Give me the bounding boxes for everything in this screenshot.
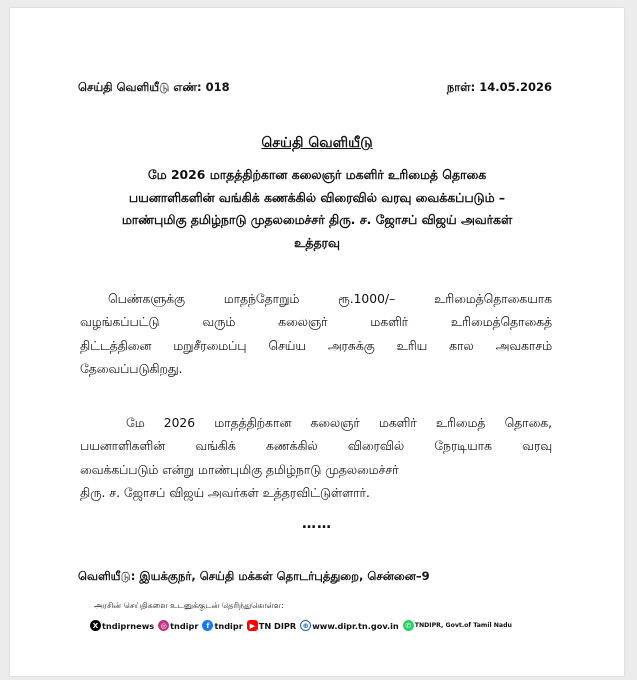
press-release-page — [10, 8, 624, 676]
paragraph-line: வழங்கப்பட்டு வரும் கலைஞர் மகளிர் உரிமைத்தொகைத் — [80, 315, 552, 330]
facebook-icon: f — [202, 620, 213, 631]
paragraph-1 — [80, 288, 552, 381]
social-web[interactable] — [300, 620, 399, 631]
instagram-icon: ◎ — [158, 620, 169, 631]
social-whatsapp[interactable] — [403, 620, 512, 631]
subject-line: பயனாளிகளின் வங்கிக் கணக்கில் விரைவில் வரவு வைக்கப்படும் – — [128, 189, 506, 205]
social-whatsapp-label: TNDIPR, Govt.of Tamil Nadu — [414, 622, 512, 629]
social-x[interactable] — [90, 620, 154, 631]
social-youtube-label: TN DIPR — [258, 620, 297, 631]
social-web-label: www.dipr.tn.gov.in — [312, 620, 399, 631]
youtube-icon: ▶ — [247, 620, 258, 631]
subject-line: உத்தரவு — [294, 234, 340, 250]
paragraph-line: திட்டத்தினை மறுசீரமைப்பு செய்ய அரசுக்கு உரிய கால அவகாசம் — [80, 338, 552, 353]
paragraph-line: பயனாளிகளின் வங்கிக் கணக்கில் விரைவில் நேரடியாக வரவு — [80, 439, 552, 454]
paragraph-line: தேவைப்படுகிறது. — [80, 361, 183, 376]
subject-heading — [74, 164, 560, 254]
paragraph-line: மே 2026 மாதத்திற்கான கலைஞர் மகளிர் உரிமைத் தொகை, — [126, 416, 552, 430]
release-date: நாள்: 14.05.2026 — [446, 80, 552, 94]
social-youtube[interactable] — [247, 620, 296, 631]
social-x-label: tndiprnews — [102, 620, 155, 631]
social-links — [90, 620, 512, 631]
x-icon: X — [90, 620, 101, 631]
social-facebook[interactable] — [202, 620, 242, 631]
social-facebook-label: tndipr — [214, 620, 243, 631]
social-instagram-label: tndipr — [170, 620, 199, 631]
ellipsis-separator: …… — [302, 516, 332, 532]
release-number: செய்தி வெளியீடு எண்: 018 — [78, 80, 230, 94]
header-row — [78, 80, 552, 96]
document-title: செய்தி வெளியீடு — [261, 135, 373, 151]
subject-line: மாண்புமிகு தமிழ்நாடு முதலமைச்சர் திரு. ச. ஜோசப் விஜய் அவர்கள் — [121, 212, 513, 227]
paragraph-line: திரு. ச. ஜோசப் விஜய் அவர்கள் உத்தரவிட்டுள்ளார். — [80, 485, 370, 500]
follow-text: அரசின் செய்திகளை உடனுக்குடன் தெரிந்துகொள்ள: — [94, 601, 284, 610]
social-instagram[interactable] — [158, 620, 198, 631]
release-by: வெளியீடு: இயக்குநர், செய்தி மக்கள் தொடர்புத்துறை, சென்னை–9 — [78, 569, 430, 583]
globe-icon: ⊕ — [300, 620, 311, 631]
subject-line: மே 2026 மாதத்திற்கான கலைஞர் மகளிர் உரிமைத் தொகை — [147, 167, 487, 182]
paragraph-2 — [80, 412, 552, 505]
paragraph-line: வைக்கப்படும் என்று மாண்புமிகு தமிழ்நாடு முதலமைச்சர் — [80, 462, 399, 477]
whatsapp-icon: ✆ — [403, 620, 414, 631]
document-title-wrap — [10, 135, 624, 153]
paragraph-line: பெண்களுக்கு மாதந்தோறும் ரூ.1000/– உரிமைத்தொகையாக — [108, 292, 552, 306]
